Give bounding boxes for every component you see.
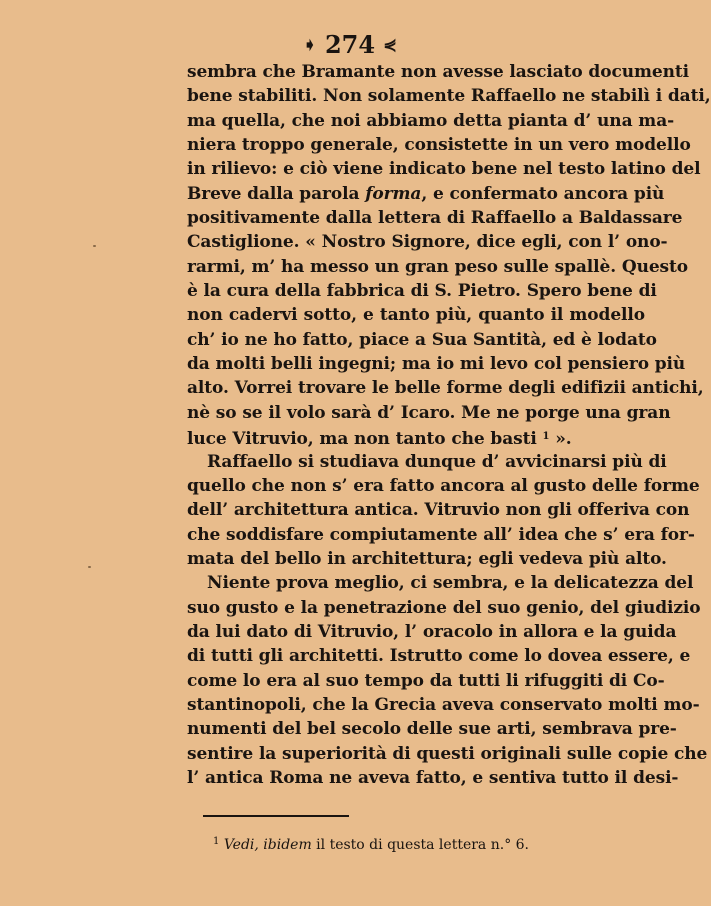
- text-line: di tutti gli architetti. Istrutto come lo dovea essere, e: [187, 646, 691, 667]
- text-line: Niente prova meglio, ci sembra, e la delicatezza del: [207, 573, 694, 594]
- text-line: da molti belli ingegni; ma io mi levo col pensiero più: [187, 354, 686, 375]
- text-line: nè so se il volo sarà d’ Icaro. Me ne porge una gran: [187, 402, 671, 423]
- text-fragment: ».: [549, 429, 572, 450]
- footnote: [213, 832, 529, 855]
- text-line: [187, 425, 645, 449]
- page-number: 274: [324, 30, 376, 59]
- ornament-right-icon: ⋞: [383, 35, 397, 54]
- text-line: suo gusto e la penetrazione del suo genio, del giudizio: [187, 597, 701, 618]
- text-fragment: Breve dalla parola: [187, 183, 366, 204]
- text-fragment: , e confermato ancora più: [421, 183, 665, 204]
- text-line: mata del bello in architettura; egli vedeva più alto.: [187, 548, 667, 569]
- text-fragment: luce Vitruvio, ma non tanto che basti: [187, 429, 537, 450]
- page-header: [0, 30, 700, 60]
- text-line: Raffaello si studiava dunque d’ avvicinarsi più di: [207, 451, 667, 472]
- text-line: ch’ io ne ho fatto, piace a Sua Santità, ed è lodato: [187, 329, 657, 350]
- text-line: è la cura della fabbrica di S. Pietro. Spero bene di: [187, 281, 657, 302]
- text-line: numenti del bel secolo delle sue arti, sembrava pre-: [187, 719, 677, 740]
- paper-speck: [88, 566, 91, 568]
- paper-speck: [93, 245, 96, 247]
- footnote-mark: 1: [213, 836, 220, 847]
- footnote-rule: [203, 815, 349, 817]
- italic-word: forma: [365, 183, 422, 204]
- text-line: rarmi, m’ ha messo un gran peso sulle spallè. Questo: [187, 256, 689, 277]
- text-line: quello che non s’ era fatto ancora al gusto delle forme: [187, 475, 700, 496]
- text-line: che soddisfare compiutamente all’ idea che s’ era for-: [187, 524, 695, 545]
- text-line: [187, 182, 665, 206]
- text-line: da lui dato di Vitruvio, l’ oracolo in allora e la guida: [187, 621, 677, 642]
- text-line: niera troppo generale, consistette in un vero modello: [187, 135, 691, 156]
- text-line: in rilievo: e ciò viene indicato bene nel testo latino del: [187, 159, 701, 180]
- text-line: non cadervi sotto, e tanto più, quanto il modello: [187, 305, 645, 326]
- text-line: stantinopoli, che la Grecia aveva conservato molti mo-: [187, 694, 700, 715]
- text-line: ma quella, che noi abbiamo detta pianta d’ una ma-: [187, 110, 675, 131]
- footnote-text: il testo di questa lettera n.° 6.: [311, 837, 529, 853]
- text-line: l’ antica Roma ne aveva fatto, e sentiva tutto il desi-: [187, 767, 679, 788]
- footnote-reference: 1: [542, 431, 550, 443]
- text-line: bene stabiliti. Non solamente Raffaello ne stabilì i dati,: [187, 86, 711, 107]
- text-line: positivamente dalla lettera di Raffaello a Baldassare: [187, 208, 683, 229]
- text-line: dell’ architettura antica. Vitruvio non gli offeriva con: [187, 500, 690, 521]
- body-text: [187, 60, 711, 790]
- ornament-left-icon: ➧: [303, 35, 317, 54]
- text-line: sentire la superiorità di questi originali sulle copie che: [187, 743, 708, 764]
- footnote-italic: Vedi, ibidem: [223, 837, 312, 853]
- text-line: Castiglione. « Nostro Signore, dice egli, con l’ ono-: [187, 232, 668, 253]
- text-line: come lo era al suo tempo da tutti li rifuggiti di Co-: [187, 670, 665, 691]
- text-line: sembra che Bramante non avesse lasciato documenti: [187, 62, 689, 82]
- text-line: alto. Vorrei trovare le belle forme degli edifizii antichi,: [187, 378, 704, 399]
